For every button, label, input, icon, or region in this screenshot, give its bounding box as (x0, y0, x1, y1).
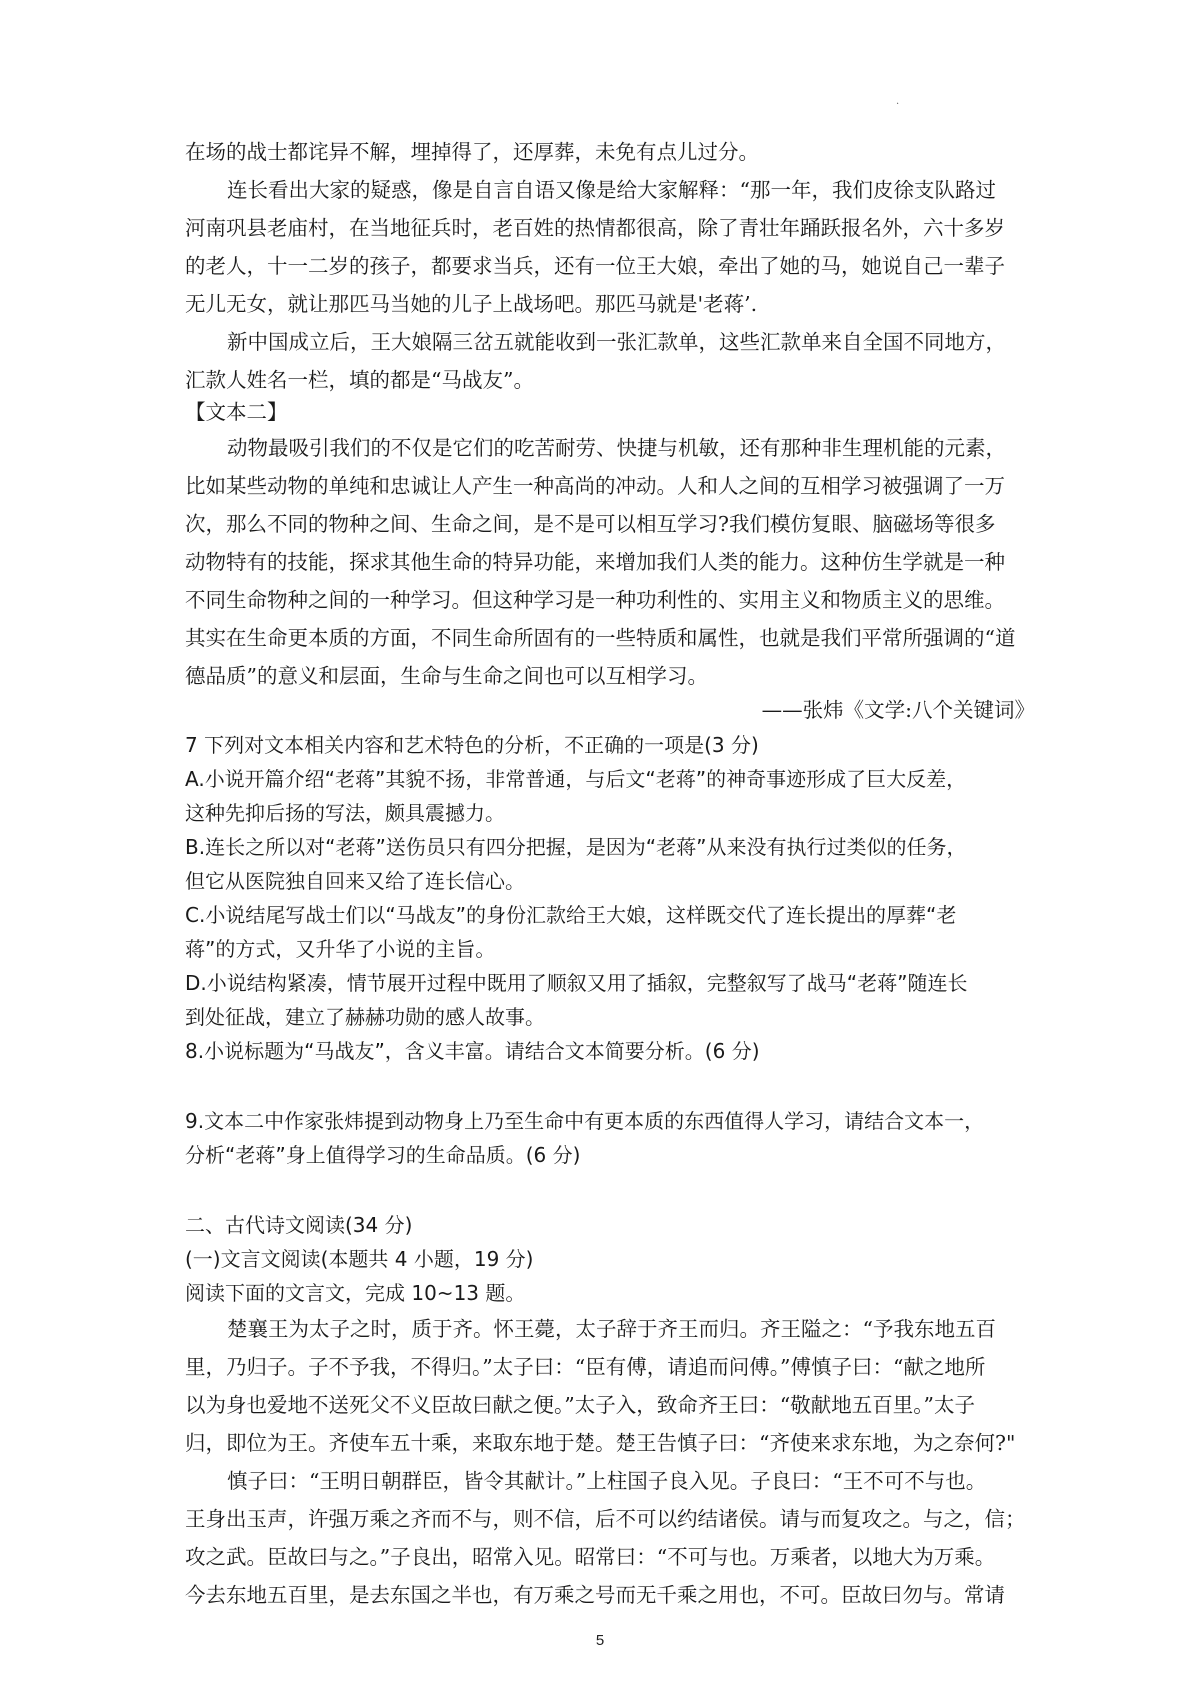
text1-line: 连长看出大家的疑惑，像是自言自语又像是给大家解释：“那一年，我们皮徐支队路过 (227, 178, 996, 202)
section-2-instruction: 阅读下面的文言文，完成 10~13 题。 (185, 1281, 526, 1305)
text1-line: 河南巩县老庙村，在当地征兵时，老百姓的热情都很高，除了青壮年踊跃报名外，六十多岁 (185, 216, 1005, 240)
question-7-option: A.小说开篇介绍“老蒋”其貌不扬，非常普通，与后文“老蒋”的神奇事迹形成了巨大反差， (185, 767, 967, 791)
header-dot: . (896, 96, 900, 107)
classical-line: 归，即位为王。齐使车五十乘，来取东地于楚。楚王告慎子曰：“齐使来求东地，为之奈何?" (185, 1431, 1016, 1455)
section-2-title: 二、古代诗文阅读(34 分) (185, 1213, 413, 1237)
question-7-option: 蒋”的方式，又升华了小说的主旨。 (185, 937, 496, 961)
question-9-line: 分析“老蒋”身上值得学习的生命品质。(6 分) (185, 1143, 581, 1167)
question-7-option: B.连长之所以对“老蒋”送伤员只有四分把握，是因为“老蒋”从来没有执行过类似的任务， (185, 835, 967, 859)
text1-line: 的老人，十一二岁的孩子，都要求当兵，还有一位王大娘，牵出了她的马，她说自己一辈子 (185, 254, 1005, 278)
classical-line: 楚襄王为太子之时，质于齐。怀王薨，太子辞于齐王而归。齐王隘之：“予我东地五百 (227, 1317, 996, 1341)
text2-line: 动物最吸引我们的不仅是它们的吃苦耐劳、快捷与机敏，还有那种非生理机能的元素， (227, 436, 1006, 460)
text2-line: 动物特有的技能，探求其他生命的特异功能，来增加我们人类的能力。这种仿生学就是一种 (185, 550, 1005, 574)
question-7-option: 到处征战，建立了赫赫功勋的感人故事。 (185, 1005, 545, 1029)
text1-line: 新中国成立后，王大娘隔三岔五就能收到一张汇款单，这些汇款单来自全国不同地方， (227, 330, 1006, 354)
classical-line: 攻之武。臣故曰与之。”子良出，昭常入见。昭常曰：“不可与也。万乘者，以地大为万乘。 (185, 1545, 996, 1569)
question-7-option: 但它从医院独自回来又给了连长信心。 (185, 869, 525, 893)
classical-line: 里，乃归子。子不予我，不得归。”太子曰：“臣有傅，请追而问傅。”傅慎子曰：“献之地所 (185, 1355, 986, 1379)
text2-line: 次，那么不同的物种之间、生命之间，是不是可以相互学习?我们模仿复眼、脑磁场等很多 (185, 512, 996, 536)
question-8: 8.小说标题为“马战友”，含义丰富。请结合文本简要分析。(6 分) (185, 1039, 760, 1063)
classical-line: 慎子曰：“王明日朝群臣，皆令其献计。”上柱国子良入见。子良曰：“王不可不与也。 (227, 1469, 987, 1493)
question-7-stem: 7 下列对文本相关内容和艺术特色的分析，不正确的一项是(3 分) (185, 733, 759, 757)
classical-line: 以为身也爱地不送死父不义臣故曰献之便。”太子入，致命齐王曰：“敬献地五百里。”太子 (185, 1393, 975, 1417)
text2-line: 其实在生命更本质的方面，不同生命所固有的一些特质和属性，也就是我们平常所强调的“道 (185, 626, 1016, 650)
text1-line: 无儿无女，就让那匹马当她的儿子上战场吧。那匹马就是'老蒋’. (185, 292, 758, 316)
text2-source: ——张炜《文学:八个关键词》 (761, 698, 1035, 722)
question-7-option: C.小说结尾写战士们以“马战友”的身份汇款给王大娘，这样既交代了连长提出的厚葬“老 (185, 903, 957, 927)
text1-line: 汇款人姓名一栏，填的都是“马战友”。 (185, 368, 534, 392)
text2-heading: 【文本二】 (185, 400, 288, 424)
text1-line: 在场的战士都诧异不解，埋掉得了，还厚葬，未免有点儿过分。 (185, 140, 759, 164)
text2-line: 德品质”的意义和层面，生命与生命之间也可以互相学习。 (185, 664, 708, 688)
page-number: 5 (595, 1632, 605, 1649)
question-7-option: 这种先抑后扬的写法，颇具震撼力。 (185, 801, 505, 825)
classical-line: 王身出玉声，许强万乘之齐而不与，则不信，后不可以约结诸侯。请与而复攻之。与之，信； (185, 1507, 1026, 1531)
text2-line: 比如某些动物的单纯和忠诚让人产生一种高尚的冲动。人和人之间的互相学习被强调了一万 (185, 474, 1005, 498)
question-9-line: 9.文本二中作家张炜提到动物身上乃至生命中有更本质的东西值得人学习，请结合文本一， (185, 1109, 985, 1133)
classical-line: 今去东地五百里，是去东国之半也，有万乘之号而无千乘之用也，不可。臣故曰勿与。常请 (185, 1583, 1005, 1607)
question-7-option: D.小说结构紧凑，情节展开过程中既用了顺叙又用了插叙，完整叙写了战马“老蒋”随连长 (185, 971, 968, 995)
section-2-subtitle: (一)文言文阅读(本题共 4 小题，19 分) (185, 1247, 534, 1271)
text2-line: 不同生命物种之间的一种学习。但这种学习是一种功利性的、实用主义和物质主义的思维。 (185, 588, 1005, 612)
